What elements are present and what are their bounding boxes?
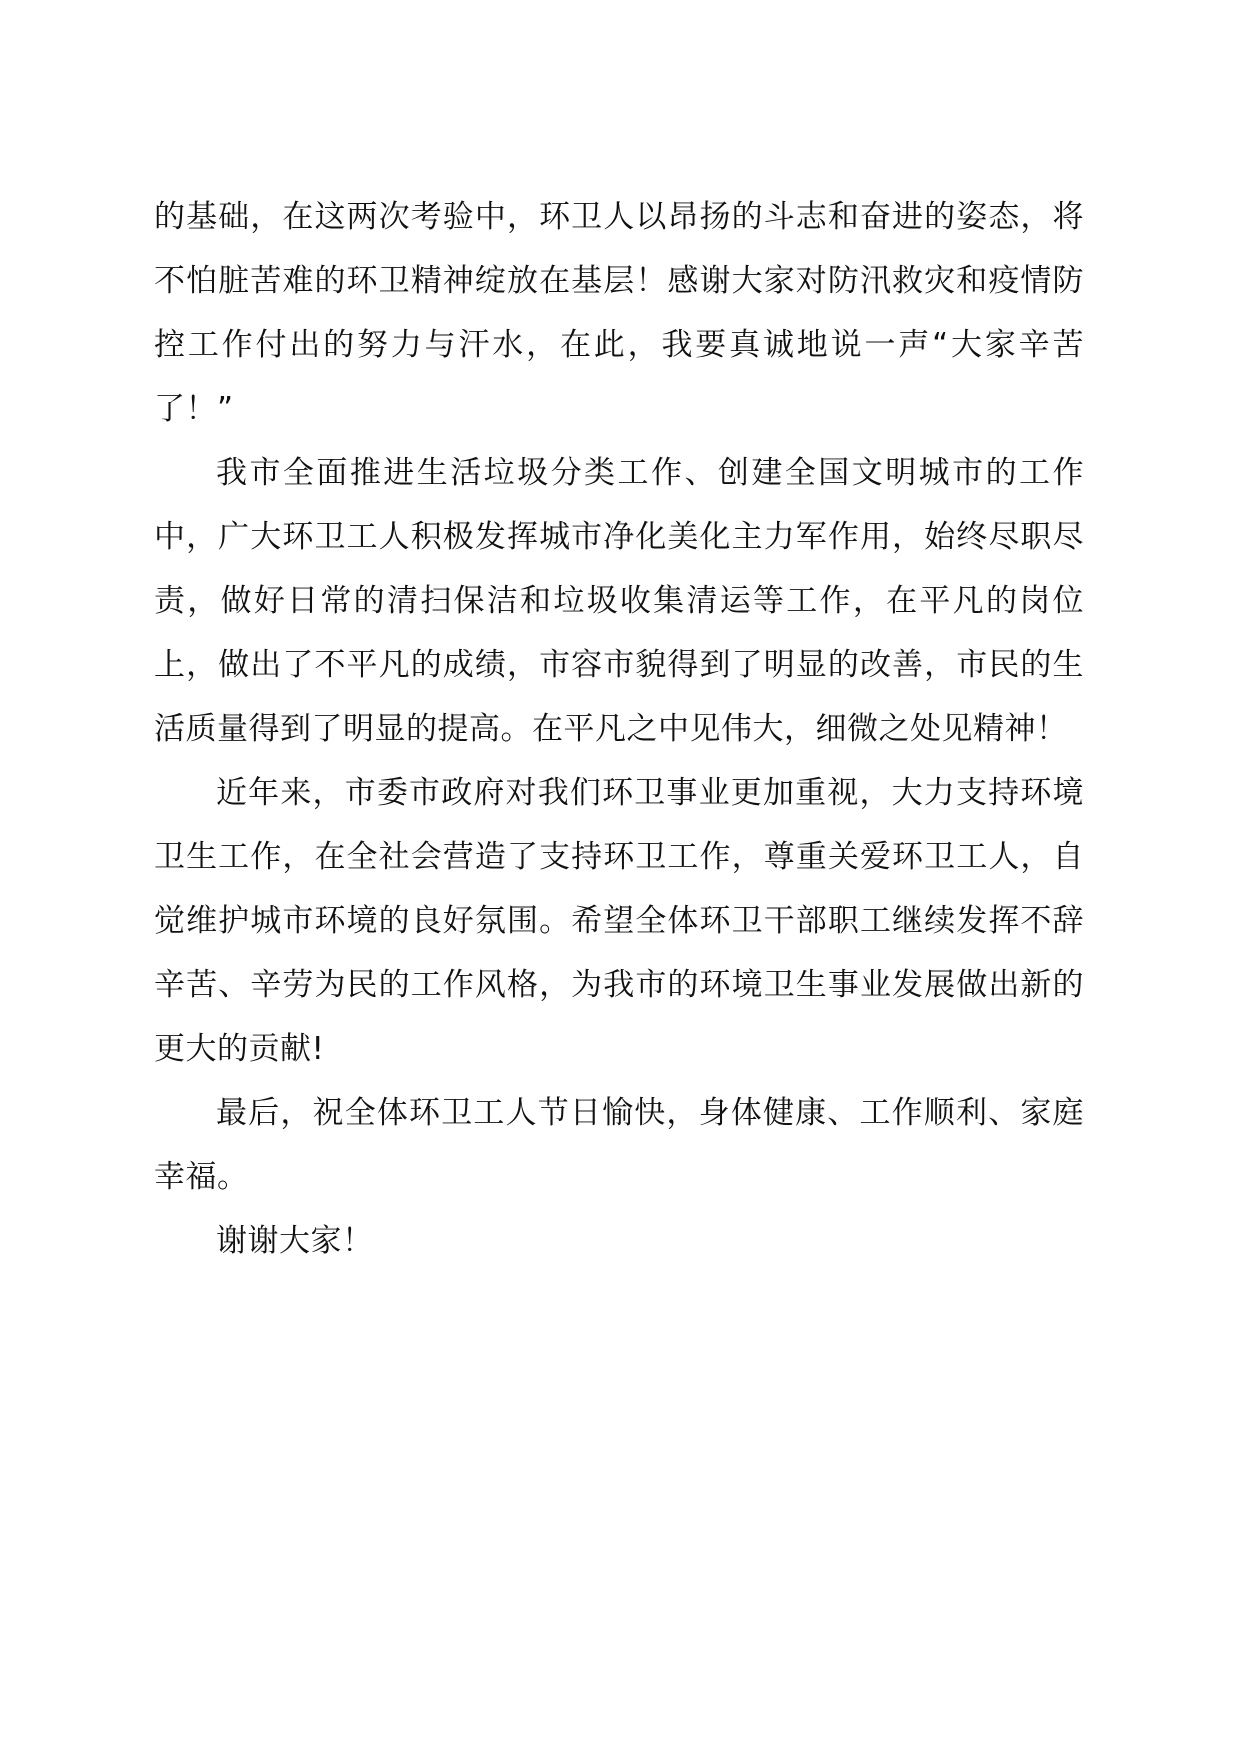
paragraph-government-support: 近年来，市委市政府对我们环卫事业更加重视，大力支持环境卫生工作，在全社会营造了支持环卫工作，尊重关爱环卫工人，自觉维护城市环境的良好氛围。希望全体环卫干部职工继续发挥不辞辛苦、辛劳为民的工作风格，为我市的环境卫生事业发展做出新的更大的贡献! — [154, 775, 1084, 1067]
document-body — [154, 185, 1084, 1273]
paragraph-holiday-wishes: 最后，祝全体环卫工人节日愉快，身体健康、工作顺利、家庭幸福。 — [154, 1095, 1084, 1195]
paragraph-continuation: 的基础，在这两次考验中，环卫人以昂扬的斗志和奋进的姿态，将不怕脏苦难的环卫精神绽放在基层！感谢大家对防汛救灾和疫情防控工作付出的努力与汗水，在此，我要真诚地说一声“大家辛苦了！” — [154, 199, 1084, 427]
paragraph-thanks: 谢谢大家！ — [216, 1223, 374, 1259]
paragraph-sanitation-work: 我市全面推进生活垃圾分类工作、创建全国文明城市的工作中，广大环卫工人积极发挥城市净化美化主力军作用，始终尽职尽责，做好日常的清扫保洁和垃圾收集清运等工作，在平凡的岗位上，做出了不平凡的成绩，市容市貌得到了明显的改善，市民的生活质量得到了明显的提高。在平凡之中见伟大，细微之处见精神！ — [154, 455, 1084, 747]
